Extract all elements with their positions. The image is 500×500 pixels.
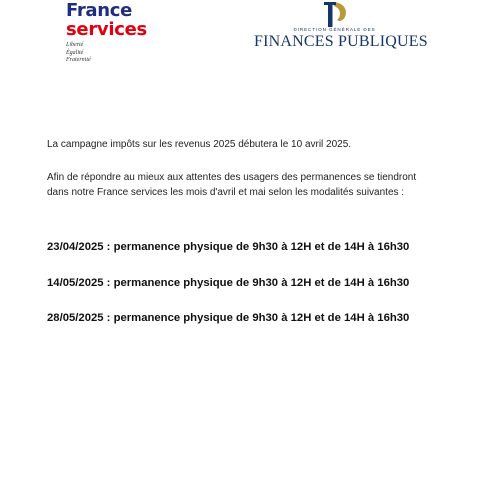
motto-egalite: Égalité	[66, 49, 84, 56]
schedule-item: 28/05/2025 : permanence physique de 9h30 à 12H et de 14H à 16h30	[47, 312, 410, 324]
dgfip-title: FINANCES PUBLIQUES	[254, 33, 428, 50]
dgfip-logo	[254, 0, 439, 62]
permanence-intro-line2: dans notre France services les mois d'avril et mai selon les modalités suivantes :	[47, 187, 405, 198]
dgfip-emblem-icon	[314, 0, 354, 28]
logo-word-services: services	[66, 19, 147, 40]
schedule-item: 14/05/2025 : permanence physique de 9h30 à 12H et de 14H à 16h30	[47, 277, 410, 289]
motto-fraternite: Fraternité	[66, 57, 91, 63]
logo-word-france: France	[66, 0, 133, 21]
permanence-intro	[47, 170, 416, 200]
france-services-logo	[66, 2, 176, 65]
dgfip-subtitle: DIRECTION GÉNÉRALE DES	[293, 27, 376, 32]
republic-motto	[66, 42, 176, 65]
permanence-intro-line1: Afin de répondre au mieux aux attentes des usagers des permanences se tiendront	[47, 172, 417, 183]
schedule-item: 23/04/2025 : permanence physique de 9h30 à 12H et de 14H à 16h30	[47, 241, 410, 253]
motto-liberte: Liberté	[66, 42, 84, 48]
campaign-announcement: La campagne impôts sur les revenus 2025 débutera le 10 avril 2025.	[47, 139, 352, 150]
